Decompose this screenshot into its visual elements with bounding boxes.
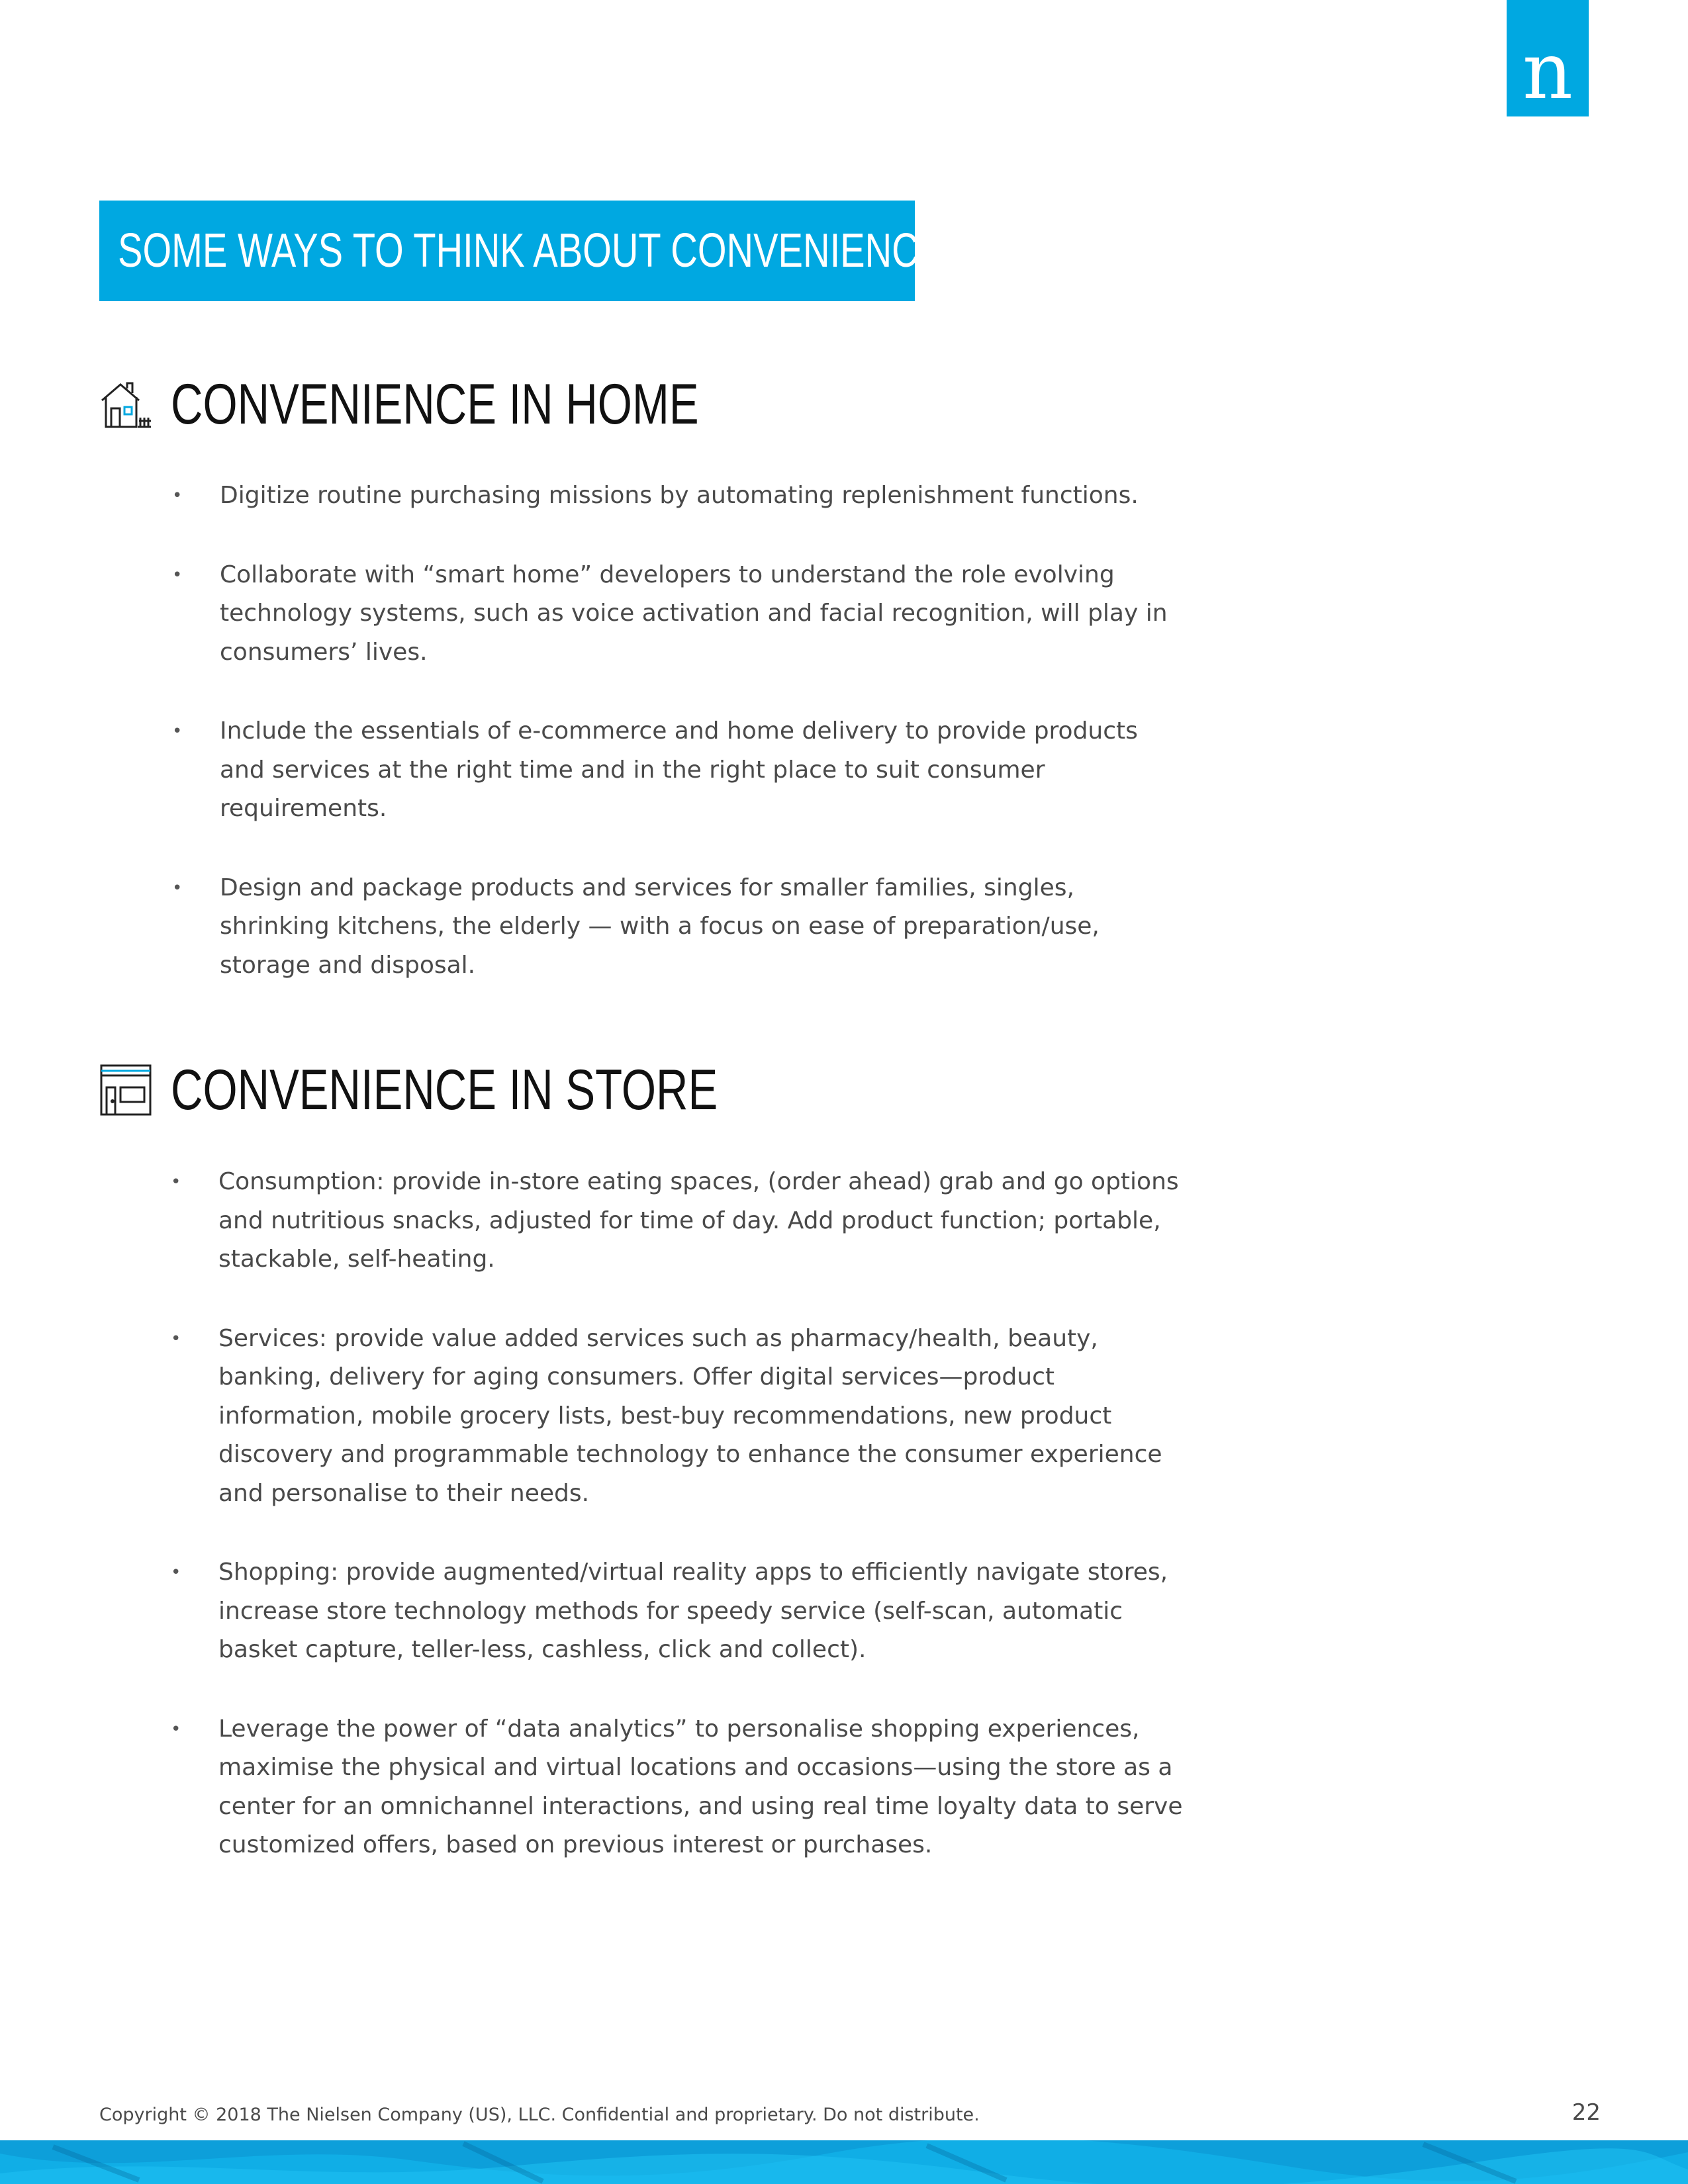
wave-pattern [0,2140,1688,2184]
list-item: • Include the essentials of e-commerce and home delivery to provide products and services at the right time and in the right place to suit consumer requirements. [220,712,1186,829]
decorative-wave-band [0,2140,1688,2184]
store-bullet-list [218,1163,1185,1905]
nielsen-logo [1507,0,1589,116]
page-number: 22 [1571,2099,1601,2126]
list-item: • Services: provide value added services such as pharmacy/health, beauty, banking, delivery for aging consumers. Offer digital services—product information, mobile grocery lists, best-buy recommendations, new product discovery and programmable technology to enhance the consumer experience and personalise to their needs. [218,1320,1185,1514]
list-item: • Collaborate with “smart home” developers to understand the role evolving technology systems, such as voice activation and facial recognition, will play in consumers’ lives. [220,556,1186,672]
page-banner [99,201,954,301]
list-item: • Leverage the power of “data analytics” to personalise shopping experiences, maximise the physical and virtual locations and occasions—using the store as a center for an omnichannel interactions, and using real time loyalty data to serve customized offers, based on previous interest or purchases. [218,1710,1185,1865]
list-item: • Digitize routine purchasing missions by automating replenishment functions. [220,477,1186,516]
section-title-store: CONVENIENCE IN STORE [171,1058,718,1122]
home-bullet-list [220,477,1186,1025]
list-item: • Shopping: provide augmented/virtual reality apps to efficiently navigate stores, increase store technology methods for speedy service (self-scan, automatic basket capture, teller-less, cashless, click and collect). [218,1553,1185,1670]
banner-title: SOME WAYS TO THINK ABOUT CONVENIENCE: [118,224,954,277]
house-icon [99,379,152,432]
logo-glyph: n [1523,25,1573,116]
list-item: • Design and package products and services for smaller families, singles, shrinking kitchens, the elderly — with a focus on ease of preparation/use, storage and disposal. [220,869,1186,985]
list-item: • Consumption: provide in-store eating spaces, (order ahead) grab and go options and nutritious snacks, adjusted for time of day. Add product function; portable, stackable, self-heating. [218,1163,1185,1279]
copyright-notice: Copyright © 2018 The Nielsen Company (US), LLC. Confidential and proprietary. Do not distribute. [99,2105,980,2125]
section-title-home: CONVENIENCE IN HOME [171,373,699,436]
storefront-icon [99,1064,152,1116]
